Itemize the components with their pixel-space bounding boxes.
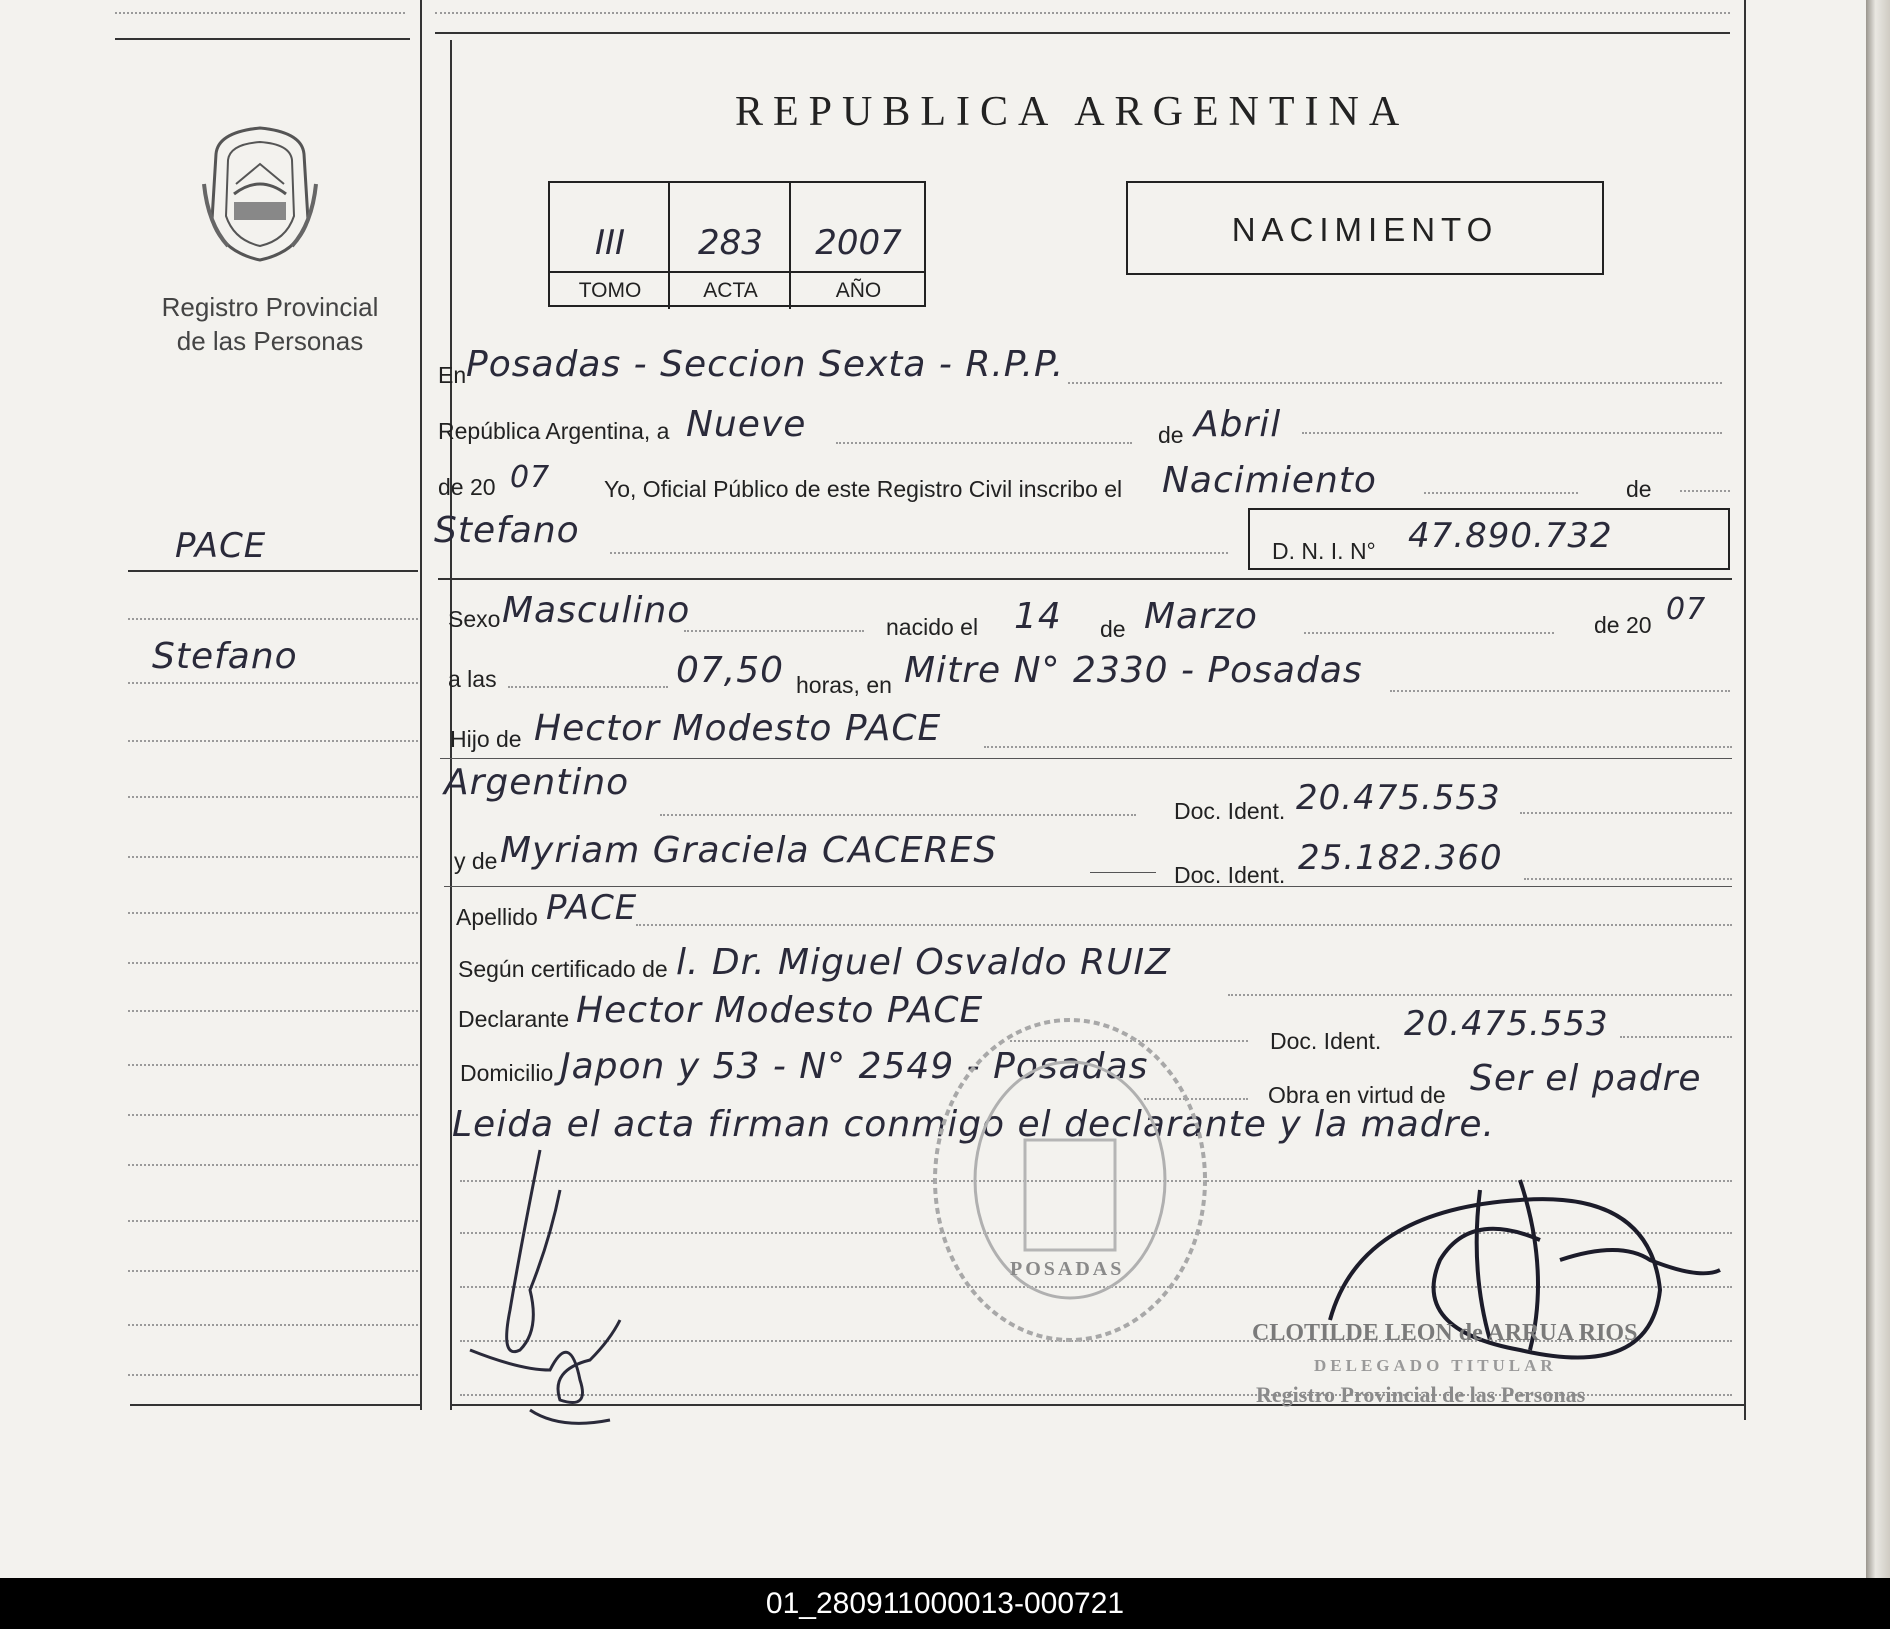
top-dotted-line-right [435, 12, 1730, 14]
sidebar-dotted-line [128, 1270, 418, 1272]
label-domicilio: Domicilio [460, 1060, 554, 1086]
label-horas-en: horas, en [796, 672, 892, 698]
label-dni: D. N. I. N° [1272, 538, 1376, 564]
value-apellido: PACE [546, 888, 638, 928]
tomo-label: TOMO [578, 279, 642, 302]
stamp-office: Registro Provincial de las Personas [1256, 1382, 1586, 1407]
label-de20: de 20 [438, 474, 496, 500]
value-padre: Hector Modesto PACE [534, 708, 942, 749]
label-doc-ident-padre: Doc. Ident. [1174, 798, 1286, 824]
value-declarante: Hector Modesto PACE [576, 990, 984, 1031]
sidebar-dotted-line [128, 1064, 418, 1066]
sidebar-dotted-line [128, 1164, 418, 1166]
top-right-rule [435, 32, 1730, 34]
value-acto: Nacimiento [1162, 460, 1377, 501]
line-dots [1620, 1036, 1732, 1038]
image-caption: 01_280911000013-000721 [0, 1578, 1890, 1629]
line-dots [984, 746, 1732, 748]
sidebar-dotted-line [128, 740, 418, 742]
dni-box [1248, 508, 1730, 570]
value-sexo: Masculino [502, 590, 691, 631]
line-dots [1390, 690, 1730, 692]
line-rule [1090, 872, 1156, 873]
acta-value: 283 [698, 223, 763, 263]
label-nacido-el: nacido el [886, 614, 979, 640]
label-hijo-de: Hijo de [450, 726, 522, 752]
label-doc-ident-declarante: Doc. Ident. [1270, 1028, 1382, 1054]
declarant-signature-icon [460, 1130, 660, 1430]
book-spine-edge [1866, 0, 1890, 1578]
label-sexo: Sexo [448, 606, 501, 632]
record-number-box [548, 181, 926, 307]
line-dots [1228, 994, 1732, 996]
value-nombre: Stefano [434, 510, 580, 551]
record-type-box: NACIMIENTO [1126, 181, 1604, 275]
label-de20-2: de 20 [1594, 612, 1652, 638]
line-dots [508, 686, 668, 688]
value-dia: Nueve [686, 404, 807, 445]
sidebar-dotted-line [128, 1324, 418, 1326]
sidebar-dotted-line [128, 912, 418, 914]
sidebar-dotted-line [128, 682, 418, 684]
top-dotted-line [115, 12, 405, 14]
top-left-rule [115, 38, 410, 40]
stamp-official-role: DELEGADO TITULAR [1314, 1356, 1557, 1375]
line-dots [636, 924, 1732, 926]
value-anio-inscripcion: 07 [510, 460, 551, 495]
label-de-2: de [1626, 476, 1652, 502]
office-line-1: Registro Provincial [161, 292, 379, 322]
label-a-las: a las [448, 666, 497, 692]
document-title: REPUBLICA ARGENTINA [735, 89, 1410, 135]
sidebar-dotted-line [128, 1114, 418, 1116]
label-y-de: y de [454, 848, 498, 874]
label-declarante: Declarante [458, 1006, 570, 1032]
acta-label: ACTA [703, 279, 758, 302]
value-lugar: Posadas - Seccion Sexta - R.P.P. [466, 344, 1065, 385]
tomo-value: III [594, 223, 626, 263]
label-republica: República Argentina, a [438, 418, 670, 444]
label-oficial: Yo, Oficial Público de este Registro Civil inscribo el [604, 476, 1123, 502]
line-rule [444, 886, 1732, 887]
label-en: En [438, 362, 467, 388]
line-dots [684, 630, 864, 632]
line-dots [610, 552, 1228, 554]
sidebar-surname: PACE [175, 526, 267, 566]
stamp-city: POSADAS [1010, 1258, 1125, 1280]
column-divider-inner [450, 40, 452, 1410]
value-certificado: l. Dr. Miguel Osvaldo RUIZ [676, 942, 1171, 983]
value-doc-padre: 20.475.553 [1296, 778, 1501, 818]
sidebar-dotted-line [128, 796, 418, 798]
line-dots [836, 442, 1132, 444]
value-doc-declarante: 20.475.553 [1404, 1004, 1609, 1044]
line-dots [1520, 812, 1732, 814]
round-stamp-icon [920, 1010, 1220, 1350]
sidebar-dotted-line [128, 618, 418, 620]
line-dots [1304, 632, 1554, 634]
sidebar-dotted-line [128, 856, 418, 858]
label-de: de [1158, 422, 1184, 448]
value-virtud: Ser el padre [1470, 1058, 1702, 1099]
office-line-2: de las Personas [176, 326, 364, 356]
label-segun: Según certificado de [458, 956, 668, 982]
line-dots [1524, 878, 1732, 880]
line-dots [660, 814, 1136, 816]
line-dots [1424, 492, 1578, 494]
anio-value: 2007 [815, 223, 902, 263]
value-cierre: Leida el acta firman conmigo el declarante y la madre. [452, 1104, 1495, 1145]
sidebar-dotted-line [128, 1010, 418, 1012]
sidebar-given-name: Stefano [152, 636, 298, 677]
value-madre: Myriam Graciela CACERES [500, 830, 998, 871]
value-lugar-nac: Mitre N° 2330 - Posadas [904, 650, 1363, 691]
stamp-official-name: CLOTILDE LEON de ARRUA RIOS [1252, 1320, 1638, 1346]
anio-label: AÑO [835, 279, 882, 302]
value-anio-nac: 07 [1666, 592, 1707, 627]
label-de-3: de [1100, 616, 1126, 642]
value-mes: Abril [1194, 404, 1282, 445]
right-border [1744, 0, 1746, 1420]
sidebar-dotted-line [128, 962, 418, 964]
value-mes-nac: Marzo [1144, 596, 1258, 637]
label-doc-ident-madre: Doc. Ident. [1174, 862, 1286, 888]
section-rule [438, 578, 1732, 580]
registry-office-name [150, 290, 390, 358]
line-rule [440, 758, 1732, 759]
value-nacionalidad-padre: Argentino [444, 762, 630, 803]
sidebar-dotted-line [128, 1374, 418, 1376]
label-apellido: Apellido [456, 904, 538, 930]
value-dia-nac: 14 [1014, 596, 1062, 637]
line-dots [1680, 490, 1730, 492]
sidebar-surname-rule [128, 570, 418, 572]
value-dni: 47.890.732 [1408, 516, 1613, 556]
sidebar-bottom-rule [130, 1404, 420, 1406]
value-doc-madre: 25.182.360 [1298, 838, 1503, 878]
column-divider [420, 0, 422, 1410]
sidebar-dotted-line [128, 1220, 418, 1222]
line-dots [1068, 382, 1722, 384]
label-obra: Obra en virtud de [1268, 1082, 1446, 1108]
line-dots [1302, 432, 1722, 434]
value-domicilio: Japon y 53 - N° 2549 - Posadas [560, 1046, 1149, 1087]
value-hora: 07,50 [676, 650, 785, 691]
provincial-seal-icon [198, 124, 322, 264]
